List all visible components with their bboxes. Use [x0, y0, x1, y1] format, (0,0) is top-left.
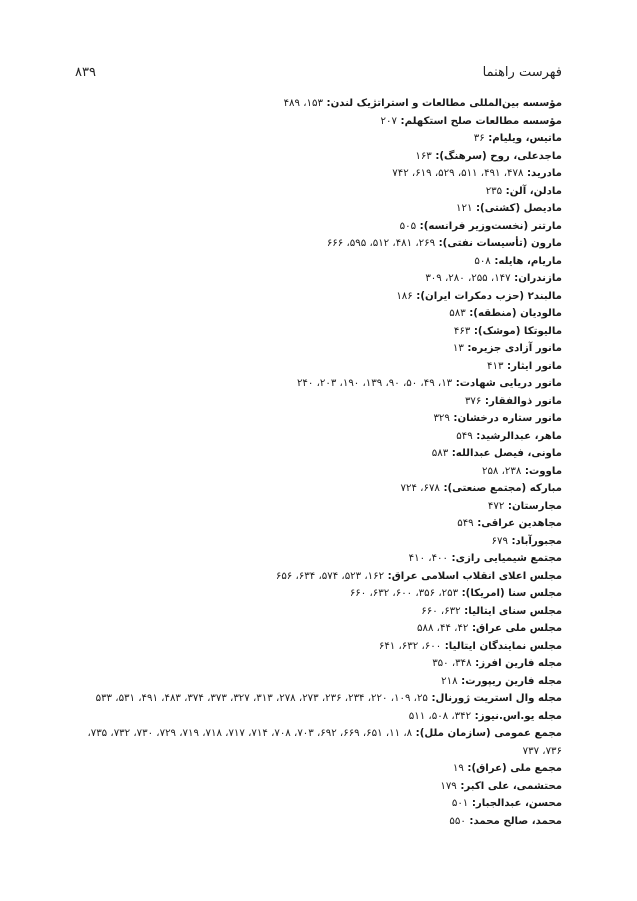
index-entry	[72, 533, 562, 551]
index-pages: ۱۹	[452, 763, 464, 774]
index-entry	[72, 813, 562, 831]
index-entry	[72, 445, 562, 463]
index-term: مازندران:	[514, 273, 562, 284]
index-entry	[72, 183, 562, 201]
index-entry	[72, 585, 562, 603]
index-pages: ۱۶۳	[415, 150, 432, 162]
index-pages: ۳۲۹	[433, 413, 450, 424]
index-term: مانور آزادی جزیره:	[467, 343, 562, 354]
index-entry	[72, 498, 562, 516]
index-term: مارون (تأسیسات نفتی):	[438, 238, 562, 249]
index-term: مارتنر (نخست‌وزیر فرانسه):	[419, 220, 562, 232]
index-pages: ۱۷۹	[440, 780, 457, 792]
index-pages: ۳۴۸، ۳۵۰	[432, 658, 472, 669]
index-term: ماتیس، ویلیام:	[488, 133, 562, 144]
index-term: مجلس نمایندگان ایتالیا:	[444, 640, 562, 652]
index-term: مجلس سنای ایتالیا:	[464, 605, 562, 617]
index-entry	[72, 340, 562, 358]
index-entry	[72, 113, 562, 131]
index-pages: ۶۰۰، ۶۳۲، ۶۴۱	[378, 640, 442, 652]
page-number: ۸۳۹	[75, 64, 96, 80]
index-entry	[72, 603, 562, 621]
index-entry	[72, 375, 562, 393]
index-term: مبارکه (مجتمع صنعتی):	[443, 483, 562, 494]
index-term: مجمع ملی (عراق):	[467, 763, 562, 774]
index-term: ماهر، عبدالرشید:	[476, 430, 562, 442]
index-term: ماجدعلی، روح (سرهنگ):	[435, 150, 562, 162]
index-term: مجلس ملی عراق:	[471, 623, 562, 634]
index-term: ماریام، هایله:	[494, 255, 562, 267]
index-entry	[72, 515, 562, 533]
index-pages: ۴۶۳	[453, 325, 471, 337]
index-entry	[72, 270, 562, 288]
index-entry	[72, 130, 562, 148]
index-entry	[72, 323, 562, 341]
index-term: محمد، صالح محمد:	[469, 815, 562, 827]
index-pages: ۴۲، ۴۴، ۵۸۸	[417, 623, 469, 634]
index-term: مانور ذوالفقار:	[484, 395, 562, 407]
index-term: مؤسسه مطالعات صلح استکهلم:	[400, 115, 562, 127]
index-entry	[72, 638, 562, 656]
index-term: مانور ایثار:	[507, 360, 562, 372]
index-term: مجمع عمومی (سازمان ملل):	[415, 728, 562, 739]
index-entry	[72, 463, 562, 481]
index-entry	[72, 165, 562, 183]
index-entry	[72, 288, 562, 306]
index-entry	[72, 200, 562, 218]
index-pages: ۳۷۶	[464, 395, 482, 407]
index-entry	[72, 795, 562, 813]
index-pages: ۱۴۷، ۲۵۵، ۲۸۰، ۳۰۹	[425, 273, 511, 284]
index-term: مادرید:	[526, 168, 562, 179]
index-entry	[72, 760, 562, 778]
index-pages: ۴۷۲	[487, 500, 505, 512]
index-term: مجله وال استریت ژورنال:	[431, 693, 562, 704]
header-title: فهرست راهنما	[482, 64, 562, 80]
index-entry	[72, 568, 562, 586]
index-pages: ۲۰۷	[380, 115, 397, 127]
index-pages: ۲۵۳، ۳۵۶، ۶۰۰، ۶۳۲، ۶۶۰	[349, 588, 459, 599]
index-pages: ۵۸۳	[449, 308, 466, 319]
index-pages: ۵۴۹	[457, 518, 474, 529]
index-pages: ۸، ۱۱، ۶۵۱، ۶۶۹، ۶۹۲، ۷۰۳، ۷۰۸، ۷۱۴، ۷۱۷، ۷۱۸، ۷۱۹، ۷۲۹، ۷۳۰، ۷۳۲، ۷۳۵،	[87, 728, 413, 739]
index-pages: ۶۳۲، ۶۶۰	[421, 605, 461, 617]
index-pages: ۵۰۸	[474, 255, 491, 267]
index-term: مجله یو.اس.نیوز:	[474, 710, 562, 722]
index-entry	[72, 410, 562, 428]
page-header	[75, 62, 562, 82]
index-pages: ۲۶۹، ۴۸۱، ۵۱۲، ۵۹۵، ۶۶۶	[326, 238, 436, 249]
index-pages: ۳۴۲، ۵۰۸، ۵۱۱	[408, 710, 472, 722]
index-term: مجارستان:	[507, 500, 562, 512]
index-entry	[72, 550, 562, 568]
index-entry	[72, 725, 562, 760]
index-entry	[72, 778, 562, 796]
index-term: مؤسسه بین‌المللی مطالعات و استراتژیک لندن:	[326, 98, 562, 109]
index-entry	[72, 673, 562, 691]
index-entry	[72, 95, 562, 113]
index-term: مانور دریایی شهادت:	[455, 378, 562, 389]
index-entry	[72, 708, 562, 726]
index-pages: ۶۷۹	[491, 535, 508, 547]
index-pages: ۴۰۰، ۴۱۰	[408, 553, 448, 564]
index-pages: ۴۷۸، ۴۹۱، ۵۱۱، ۵۲۹، ۶۱۹، ۷۴۲	[392, 168, 524, 179]
index-term: مجاهدین عراقی:	[477, 518, 562, 529]
index-pages: ۶۷۸، ۷۲۴	[400, 483, 440, 494]
index-entry	[72, 480, 562, 498]
index-term: مجبورآباد:	[511, 535, 562, 547]
index-pages: ۲۱۸	[441, 675, 458, 687]
index-pages: ۵۵۰	[449, 815, 466, 827]
index-term: محسن، عبدالجبار:	[471, 798, 562, 809]
index-pages: ۱۵۳، ۴۸۹	[283, 98, 323, 109]
index-term: مجلس سنا (امریکا):	[461, 588, 562, 599]
index-term: مجتمع شیمیایی رازی:	[451, 553, 562, 564]
index-term: مجله فارین ریپورت:	[461, 675, 562, 687]
index-entry	[72, 428, 562, 446]
index-term: مالودیان (منطقه):	[469, 308, 562, 319]
index-term: مالیوتکا (موشک):	[473, 325, 562, 337]
index-pages: ۳۶	[473, 133, 485, 144]
index-pages: ۲۳۵	[485, 185, 503, 197]
index-pages: ۱۸۶	[396, 290, 413, 302]
index-entry	[72, 253, 562, 271]
index-pages: ۵۰۱	[451, 798, 469, 809]
index-term: مادلن، آلن:	[505, 185, 562, 197]
index-term: مانور ستاره درخشان:	[453, 413, 562, 424]
index-term: مجلس اعلای انقلاب اسلامی عراق:	[387, 570, 562, 582]
index-entry	[72, 655, 562, 673]
index-pages: ۱۳، ۴۹، ۵۰، ۹۰، ۱۳۹، ۱۹۰، ۲۰۳، ۲۴۰	[296, 378, 453, 389]
index-pages: ۲۳۸، ۲۵۸	[481, 465, 522, 477]
index-term: محتشمی، علی اکبر:	[460, 780, 562, 792]
index-pages: ۵۴۹	[456, 430, 473, 442]
index-term: مجله فارین افرز:	[475, 658, 562, 669]
index-pages: ۲۵، ۱۰۹، ۲۲۰، ۲۳۴، ۲۳۶، ۲۷۳، ۲۷۸، ۳۱۳، ۳۲۷، ۳۷۳، ۳۷۴، ۴۸۳، ۴۹۱، ۵۳۱، ۵۳۳	[95, 693, 428, 704]
index-entry	[72, 690, 562, 708]
index-term: ماونی، فیصل عبدالله:	[451, 448, 562, 459]
index-pages: ۱۲۱	[456, 203, 473, 214]
index-entry	[72, 393, 562, 411]
index-term: مالبند۲ (حزب دمکرات ایران):	[416, 290, 562, 302]
index-entry	[72, 358, 562, 376]
index-term: ماووت:	[524, 465, 562, 477]
index-pages: ۴۱۳	[487, 360, 504, 372]
index-term: مادیصل (کشتی):	[475, 203, 562, 214]
index-entry	[72, 148, 562, 166]
index-list	[72, 95, 562, 830]
index-pages: ۱۶۲، ۵۲۳، ۵۷۴، ۶۳۴، ۶۵۶	[275, 570, 385, 582]
index-pages: ۱۳	[452, 343, 464, 354]
index-entry	[72, 218, 562, 236]
index-entry	[72, 305, 562, 323]
index-entry	[72, 620, 562, 638]
index-pages: ۵۸۳	[431, 448, 449, 459]
index-pages: ۵۰۵	[399, 220, 417, 232]
index-entry	[72, 235, 562, 253]
index-pages-continued: ۷۳۶، ۷۳۷	[522, 745, 562, 757]
